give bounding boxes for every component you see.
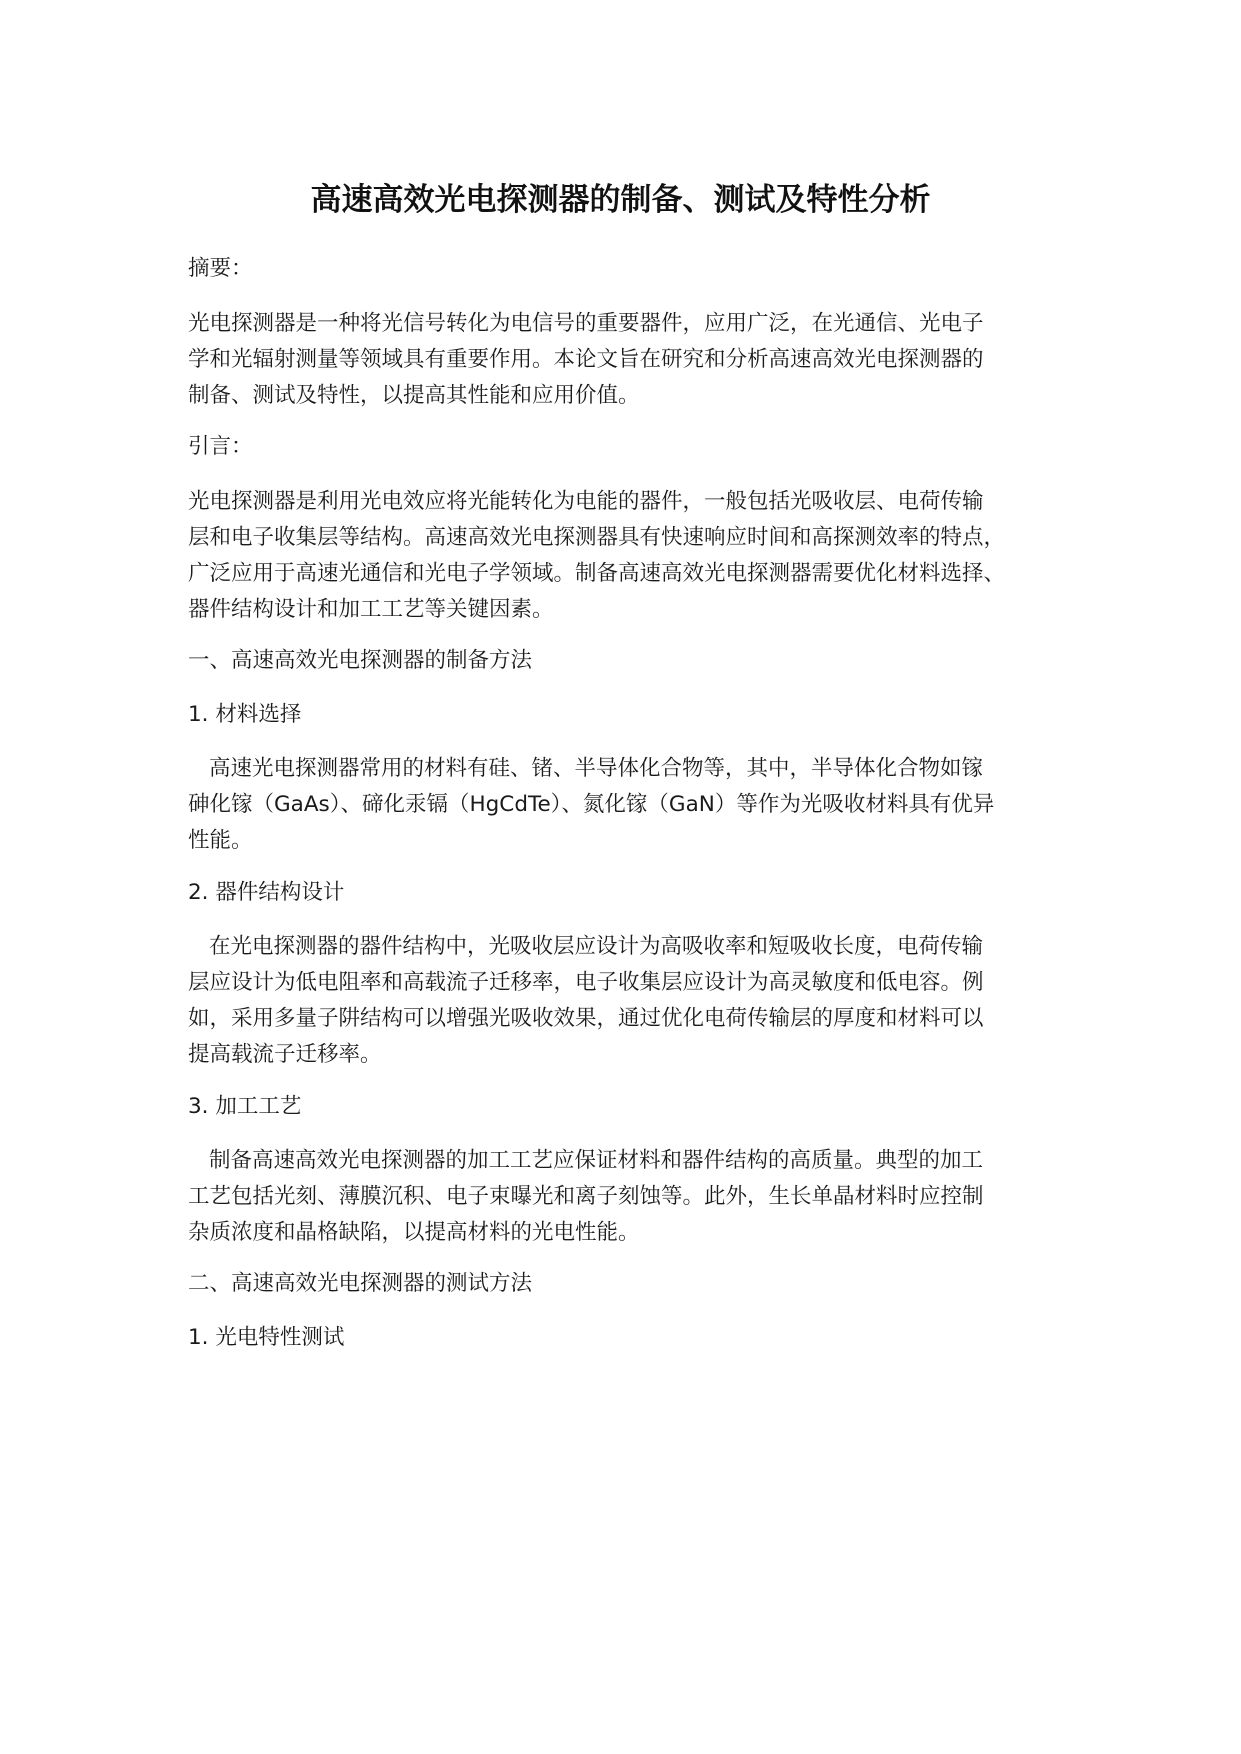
paragraph-line: 层应设计为低电阻率和高载流子迁移率，电子收集层应设计为高灵敏度和低电容。例 <box>188 970 984 995</box>
paragraph-line: 高速光电探测器常用的材料有硅、锗、半导体化合物等，其中，半导体化合物如镓 <box>209 756 984 781</box>
introduction-line: 器件结构设计和加工工艺等关键因素。 <box>188 597 554 622</box>
subsection-heading: 2. 器件结构设计 <box>188 880 345 905</box>
paragraph-line: 砷化镓（GaAs）、碲化汞镉（HgCdTe）、氮化镓（GaN）等作为光吸收材料具有优异 <box>188 792 995 817</box>
abstract-line: 制备、测试及特性，以提高其性能和应用价值。 <box>188 383 640 408</box>
subsection-heading: 3. 加工工艺 <box>188 1094 302 1119</box>
document-title: 高速高效光电探测器的制备、测试及特性分析 <box>310 182 931 218</box>
introduction-line: 广泛应用于高速光通信和光电子学领域。制备高速高效光电探测器需要优化材料选择、 <box>188 561 1006 586</box>
introduction-line: 光电探测器是利用光电效应将光能转化为电能的器件，一般包括光吸收层、电荷传输 <box>188 489 984 514</box>
abstract-line: 光电探测器是一种将光信号转化为电信号的重要器件，应用广泛，在光通信、光电子 <box>188 311 984 336</box>
paragraph-line: 如，采用多量子阱结构可以增强光吸收效果，通过优化电荷传输层的厚度和材料可以 <box>188 1006 984 1031</box>
introduction-heading: 引言： <box>188 434 253 459</box>
section-heading: 二、高速高效光电探测器的测试方法 <box>188 1271 533 1296</box>
abstract-heading: 摘要： <box>188 256 253 281</box>
paragraph-line: 在光电探测器的器件结构中，光吸收层应设计为高吸收率和短吸收长度，电荷传输 <box>209 934 984 959</box>
subsection-heading: 1. 材料选择 <box>188 702 302 727</box>
paragraph-line: 提高载流子迁移率。 <box>188 1042 382 1067</box>
paragraph-line: 制备高速高效光电探测器的加工工艺应保证材料和器件结构的高质量。典型的加工 <box>209 1148 984 1173</box>
abstract-line: 学和光辐射测量等领域具有重要作用。本论文旨在研究和分析高速高效光电探测器的 <box>188 347 984 372</box>
paragraph-line: 工艺包括光刻、薄膜沉积、电子束曝光和离子刻蚀等。此外，生长单晶材料时应控制 <box>188 1184 984 1209</box>
subsection-heading: 1. 光电特性测试 <box>188 1325 345 1350</box>
paragraph-line: 性能。 <box>188 828 253 853</box>
paragraph-line: 杂质浓度和晶格缺陷，以提高材料的光电性能。 <box>188 1220 640 1245</box>
section-heading: 一、高速高效光电探测器的制备方法 <box>188 648 533 673</box>
introduction-line: 层和电子收集层等结构。高速高效光电探测器具有快速响应时间和高探测效率的特点， <box>188 525 1006 550</box>
